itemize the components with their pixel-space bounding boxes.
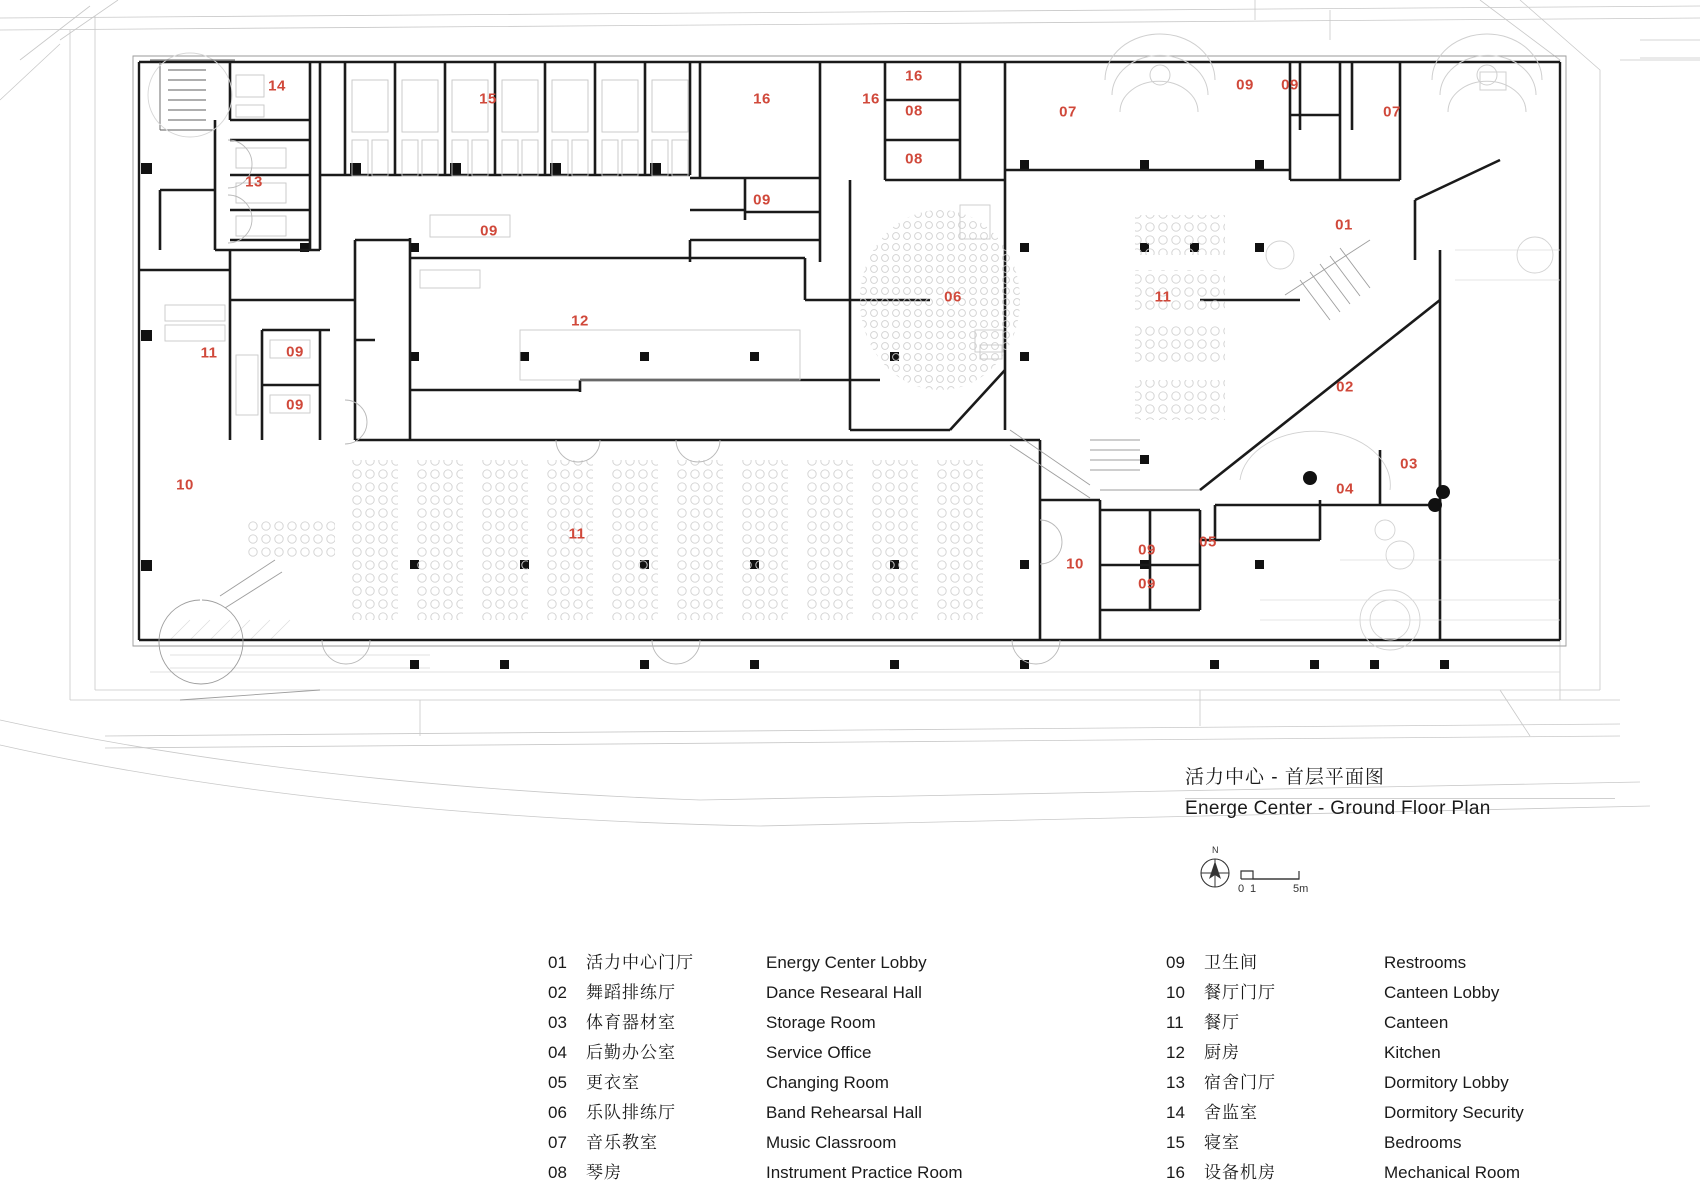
room-tag-12: 12: [571, 312, 589, 330]
legend-label-cn: 餐厅: [1204, 1013, 1240, 1032]
legend-item: [1166, 1098, 1524, 1128]
legend-label-cn: 琴房: [586, 1163, 622, 1182]
room-tag-09: 09: [1281, 76, 1299, 94]
legend-label-en: Music Classroom: [766, 1133, 897, 1152]
legend-number: 09: [1166, 953, 1185, 972]
legend-label-en: Restrooms: [1384, 953, 1467, 972]
room-tag-06: 06: [944, 288, 962, 306]
legend-number: 10: [1166, 983, 1185, 1002]
legend-column-right: [1166, 948, 1524, 1188]
legend-label-en: Energy Center Lobby: [766, 953, 927, 972]
room-tag-03: 03: [1400, 455, 1418, 473]
room-tag-08: 08: [905, 150, 923, 168]
legend-label-en: Mechanical Room: [1384, 1163, 1521, 1182]
legend-number: 04: [548, 1043, 567, 1062]
legend-label-en: Instrument Practice Room: [766, 1163, 963, 1182]
band-rehearsal-seating: [860, 205, 1020, 390]
grid-columns: [141, 160, 1449, 669]
legend-item: [1166, 948, 1524, 978]
room-tag-09: 09: [286, 343, 304, 361]
legend-label-en: Canteen: [1384, 1013, 1449, 1032]
room-tag-01: 01: [1335, 216, 1353, 234]
room-tag-07: 07: [1059, 103, 1077, 121]
legend-label-en: Bedrooms: [1384, 1133, 1462, 1152]
scale-tick-0: 0: [1238, 883, 1245, 895]
room-tag-05: 05: [1199, 533, 1217, 551]
legend-label-en: Dormitory Lobby: [1384, 1073, 1509, 1092]
music-classroom-furniture: [1105, 34, 1542, 112]
legend-label-cn: 体育器材室: [586, 1013, 676, 1032]
north-label: N: [1212, 845, 1219, 855]
legend-label-cn: 乐队排练厅: [586, 1103, 676, 1122]
legend-item: [548, 1128, 963, 1158]
room-tag-16: 16: [905, 67, 923, 85]
legend-label-cn: 寝室: [1204, 1133, 1240, 1152]
scale-bar-icon: [1241, 871, 1299, 879]
legend-item: [1166, 978, 1524, 1008]
legend-label-cn: 活力中心门厅: [586, 953, 694, 972]
legend-label-cn: 后勤办公室: [586, 1043, 676, 1062]
legend-number: 01: [548, 953, 567, 972]
drawing-title-en: Energe Center - Ground Floor Plan: [1185, 798, 1491, 819]
legend-label-cn: 厨房: [1204, 1043, 1240, 1062]
room-tag-16: 16: [862, 90, 880, 108]
legend-item: [548, 1008, 963, 1038]
legend-number: 13: [1166, 1073, 1185, 1092]
legend-number: 03: [548, 1013, 567, 1032]
legend-item: [548, 1038, 963, 1068]
legend-item: [1166, 1158, 1524, 1188]
legend-number: 02: [548, 983, 567, 1002]
legend-item: [1166, 1008, 1524, 1038]
scale-tick-1: 1: [1250, 883, 1257, 895]
scale-tick-5m: 5m: [1293, 883, 1309, 895]
room-tag-09: 09: [1138, 575, 1156, 593]
room-tag-11: 11: [200, 344, 218, 362]
room-tag-09: 09: [480, 222, 498, 240]
room-tag-04: 04: [1336, 480, 1354, 498]
room-tag-02: 02: [1336, 378, 1354, 396]
legend-item: [548, 978, 963, 1008]
north-arrow-icon: [1201, 859, 1229, 887]
legend-number: 16: [1166, 1163, 1185, 1182]
scale-bar-svg: [1195, 845, 1425, 905]
legend-item: [548, 1068, 963, 1098]
room-tag-16: 16: [753, 90, 771, 108]
title-block: [1185, 762, 1615, 820]
room-tag-08: 08: [905, 102, 923, 120]
legend-item: [1166, 1128, 1524, 1158]
legend-column-left: [548, 948, 963, 1188]
legend-number: 05: [548, 1073, 567, 1092]
legend-label-en: Dance Researal Hall: [766, 983, 922, 1002]
legend-label-en: Storage Room: [766, 1013, 876, 1032]
room-tag-14: 14: [268, 77, 286, 95]
room-tag-07: 07: [1383, 103, 1401, 121]
dormitory-furniture: [236, 75, 688, 236]
legend-label-cn: 餐厅门厅: [1204, 983, 1276, 1002]
room-tag-11: 11: [1154, 288, 1172, 306]
legend-label-cn: 舍监室: [1204, 1103, 1258, 1122]
legend-number: 12: [1166, 1043, 1185, 1062]
canteen-hall-walls: [1040, 250, 1440, 640]
room-tag-11: 11: [568, 525, 586, 543]
drawing-title-cn: 活力中心 - 首层平面图: [1185, 767, 1385, 788]
legend-number: 08: [548, 1163, 567, 1182]
scale-and-north: [1195, 845, 1425, 905]
legend-label-cn: 舞蹈排练厅: [586, 983, 676, 1002]
stair-core-left: [148, 53, 235, 137]
floor-hatching: [150, 620, 1560, 690]
legend-label-en: Dormitory Security: [1384, 1103, 1524, 1122]
legend-label-cn: 设备机房: [1204, 1163, 1276, 1182]
legend-number: 15: [1166, 1133, 1185, 1152]
legend-label-en: Kitchen: [1384, 1043, 1441, 1062]
legend-label-cn: 宿舍门厅: [1204, 1073, 1276, 1092]
legend-number: 06: [548, 1103, 567, 1122]
legend-number: 11: [1166, 1013, 1184, 1032]
kitchen-equipment: [165, 215, 800, 415]
legend-label-cn: 更衣室: [586, 1073, 640, 1092]
legend-item: [548, 1158, 963, 1188]
legend-item: [1166, 1038, 1524, 1068]
legend-item: [548, 1098, 963, 1128]
legend-number: 07: [548, 1133, 567, 1152]
legend-label-en: Service Office: [766, 1043, 872, 1062]
legend-label-cn: 音乐教室: [586, 1133, 658, 1152]
legend-number: 14: [1166, 1103, 1185, 1122]
room-tag-10: 10: [1066, 555, 1084, 573]
room-tag-09: 09: [286, 396, 304, 414]
legend-item: [548, 948, 963, 978]
dormitory-wing-walls: [139, 62, 690, 300]
legend-label-en: Canteen Lobby: [1384, 983, 1500, 1002]
legend-label-cn: 卫生间: [1204, 953, 1258, 972]
room-tag-15: 15: [479, 90, 497, 108]
room-tag-13: 13: [245, 173, 263, 191]
room-tag-09: 09: [1138, 541, 1156, 559]
room-tag-09: 09: [753, 191, 771, 209]
legend-label-en: Changing Room: [766, 1073, 889, 1092]
room-tag-10: 10: [176, 476, 194, 494]
legend-item: [1166, 1068, 1524, 1098]
room-tag-09: 09: [1236, 76, 1254, 94]
legend-label-en: Band Rehearsal Hall: [766, 1103, 922, 1122]
